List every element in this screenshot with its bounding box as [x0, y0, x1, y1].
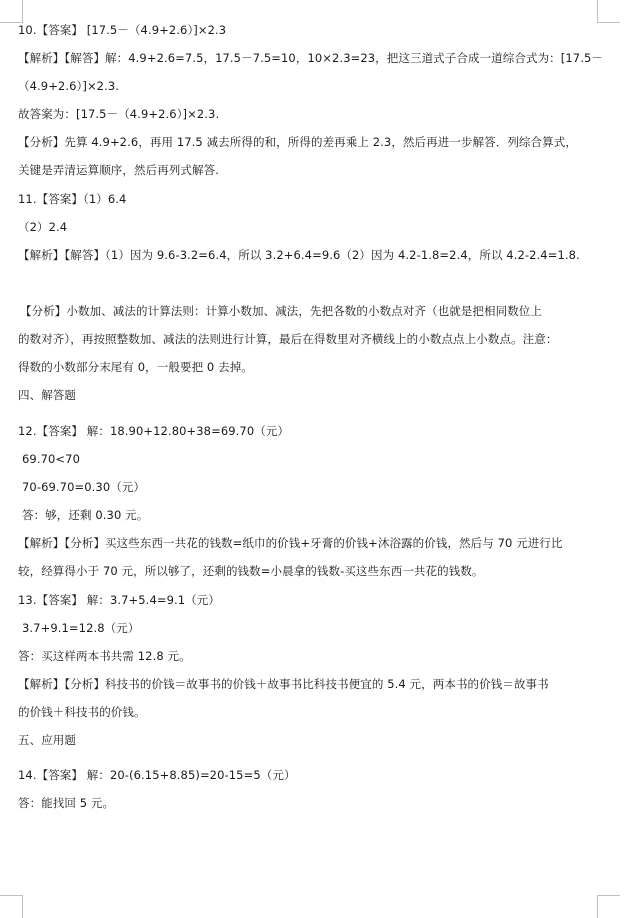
- method-10-line-2: 关键是弄清运算顺序，然后再列式解答.: [18, 163, 219, 177]
- answer-11-part-2: （2）2.4: [18, 220, 68, 234]
- analysis-12-line-2: 较，经算得小于 70 元，所以够了，还剩的钱数=小晨拿的钱数-买这些东西一共花的钱数。: [18, 564, 484, 578]
- method-11-line-1: 【分析】小数加、减法的计算法则：计算小数加、减法，先把各数的小数点对齐（也就是把相同数位上: [20, 304, 542, 318]
- answer-12-step-2: 69.70<70: [22, 452, 80, 466]
- method-11-line-2: 的数对齐），再按照整数加、减法的法则进行计算，最后在得数里对齐横线上的小数点点上小数点。注意：: [18, 332, 558, 346]
- section-heading-5: 五、应用题: [18, 733, 76, 747]
- answer-14: 14.【答案】 解：20-(6.15+8.85)=20-15=5（元）: [18, 768, 296, 782]
- crop-mark-top-right: [597, 0, 620, 23]
- section-heading-4: 四、解答题: [18, 388, 76, 402]
- method-10-line-1: 【分析】先算 4.9+2.6，再用 17.5 减去所得的和，所得的差再乘上 2.3，然后再进一步解答．列综合算式，: [18, 135, 577, 149]
- answer-12-conclusion: 答：够，还剩 0.30 元。: [22, 508, 149, 522]
- analysis-13-line-1: 【解析】【分析】科技书的价钱＝故事书的价钱＋故事书比科技书便宜的 5.4 元，两本书的价钱＝故事书: [18, 677, 549, 691]
- analysis-12-line-1: 【解析】【分析】买这些东西一共花的钱数=纸巾的价钱+牙膏的价钱+沐浴露的价钱，然后与 70 元进行比: [18, 536, 563, 550]
- answer-11: 11.【答案】（1）6.4: [18, 192, 127, 206]
- crop-mark-bottom-left: [0, 895, 23, 918]
- crop-mark-bottom-right: [597, 895, 620, 918]
- answer-13-step-2: 3.7+9.1=12.8（元）: [22, 621, 140, 635]
- answer-12-step-3: 70-69.70=0.30（元）: [22, 480, 146, 494]
- answer-13: 13.【答案】 解：3.7+5.4=9.1（元）: [18, 593, 220, 607]
- analysis-10-line-2: （4.9+2.6）]×2.3.: [18, 79, 120, 93]
- answer-14-conclusion: 答：能找回 5 元。: [18, 796, 115, 810]
- analysis-10-line-1: 【解析】【解答】解：4.9+2.6=7.5，17.5－7.5=10，10×2.3=23，把这三道式子合成一道综合式为：[17.5－: [18, 51, 603, 65]
- method-11-line-3: 得数的小数部分末尾有 0，一般要把 0 去掉。: [18, 360, 253, 374]
- analysis-11: 【解析】【解答】（1）因为 9.6-3.2=6.4，所以 3.2+6.4=9.6（2）因为 4.2-1.8=2.4，所以 4.2-2.4=1.8.: [18, 248, 580, 262]
- conclusion-10: 故答案为：[17.5－（4.9+2.6）]×2.3.: [18, 107, 220, 121]
- answer-12: 12.【答案】 解：18.90+12.80+38=69.70（元）: [18, 424, 290, 438]
- answer-13-conclusion: 答：买这样两本书共需 12.8 元。: [18, 649, 191, 663]
- analysis-13-line-2: 的价钱＋科技书的价钱。: [18, 705, 146, 719]
- crop-mark-top-left: [0, 0, 23, 23]
- answer-10: 10.【答案】 [17.5－（4.9+2.6）]×2.3: [18, 23, 227, 37]
